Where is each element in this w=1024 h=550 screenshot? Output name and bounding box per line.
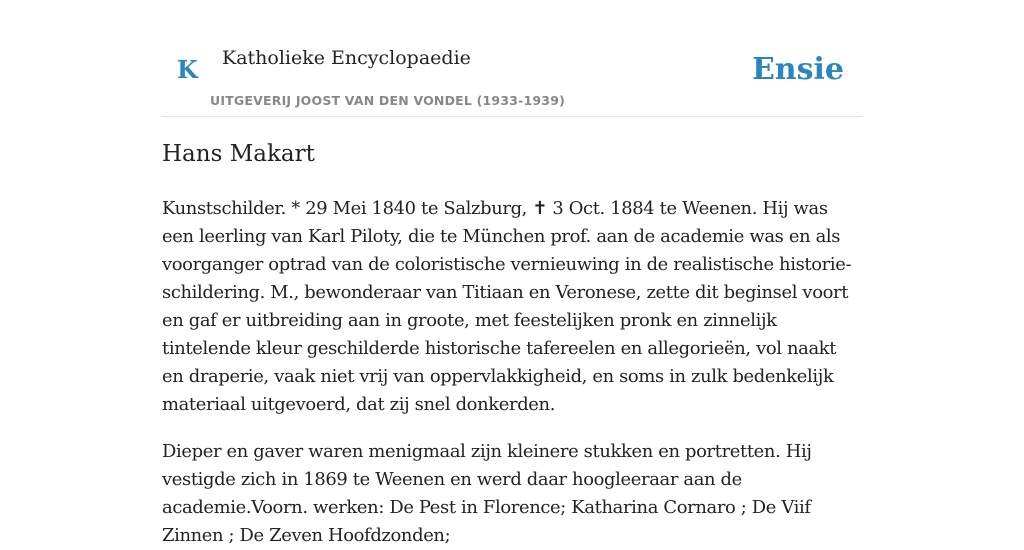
ensie-logo-link[interactable]: Ensie <box>751 52 844 87</box>
article-content <box>162 136 862 550</box>
article-paragraph: Dieper en gaver waren menigmaal zijn kleinere stukken en portretten. Hij vestigde zich in 1869 te Weenen en werd daar hoogleeraar aan de academie.Voorn. werken: De Pest in Florence; Katharina Cornaro ; De Viif Zinnen ; De Zeven Hoofdzonden; <box>162 441 812 546</box>
katholieke-logo-link[interactable]: K <box>177 55 198 84</box>
encyclopedia-title: Katholieke Encyclopaedie <box>222 47 471 69</box>
site-header <box>162 0 862 117</box>
publisher-subtitle: UITGEVERIJ JOOST VAN DEN VONDEL (1933-1939) <box>210 93 566 108</box>
article-paragraph: Kunstschilder. * 29 Mei 1840 te Salzburg, ✝ 3 Oct. 1884 te Weenen. Hij was een leerling van Karl Piloty, die te München prof. aan de academie was en als voorganger optrad van de coloristische vernieuwing in de realistische historie-schildering. M., bewonderaar van Titiaan en Veronese, zette dit beginsel voort en gaf er uitbreiding aan in groote, met feestelijken pronk en zinnelijk tintelende kleur geschilderde historische tafereelen en allegorieën, vol naakt en draperie, vaak niet vrij van oppervlakkigheid, en soms in zulk bedenkelijk materiaal uitgevoerd, dat zij snel donkerden. <box>162 198 852 415</box>
article-title: Hans Makart <box>162 141 315 167</box>
